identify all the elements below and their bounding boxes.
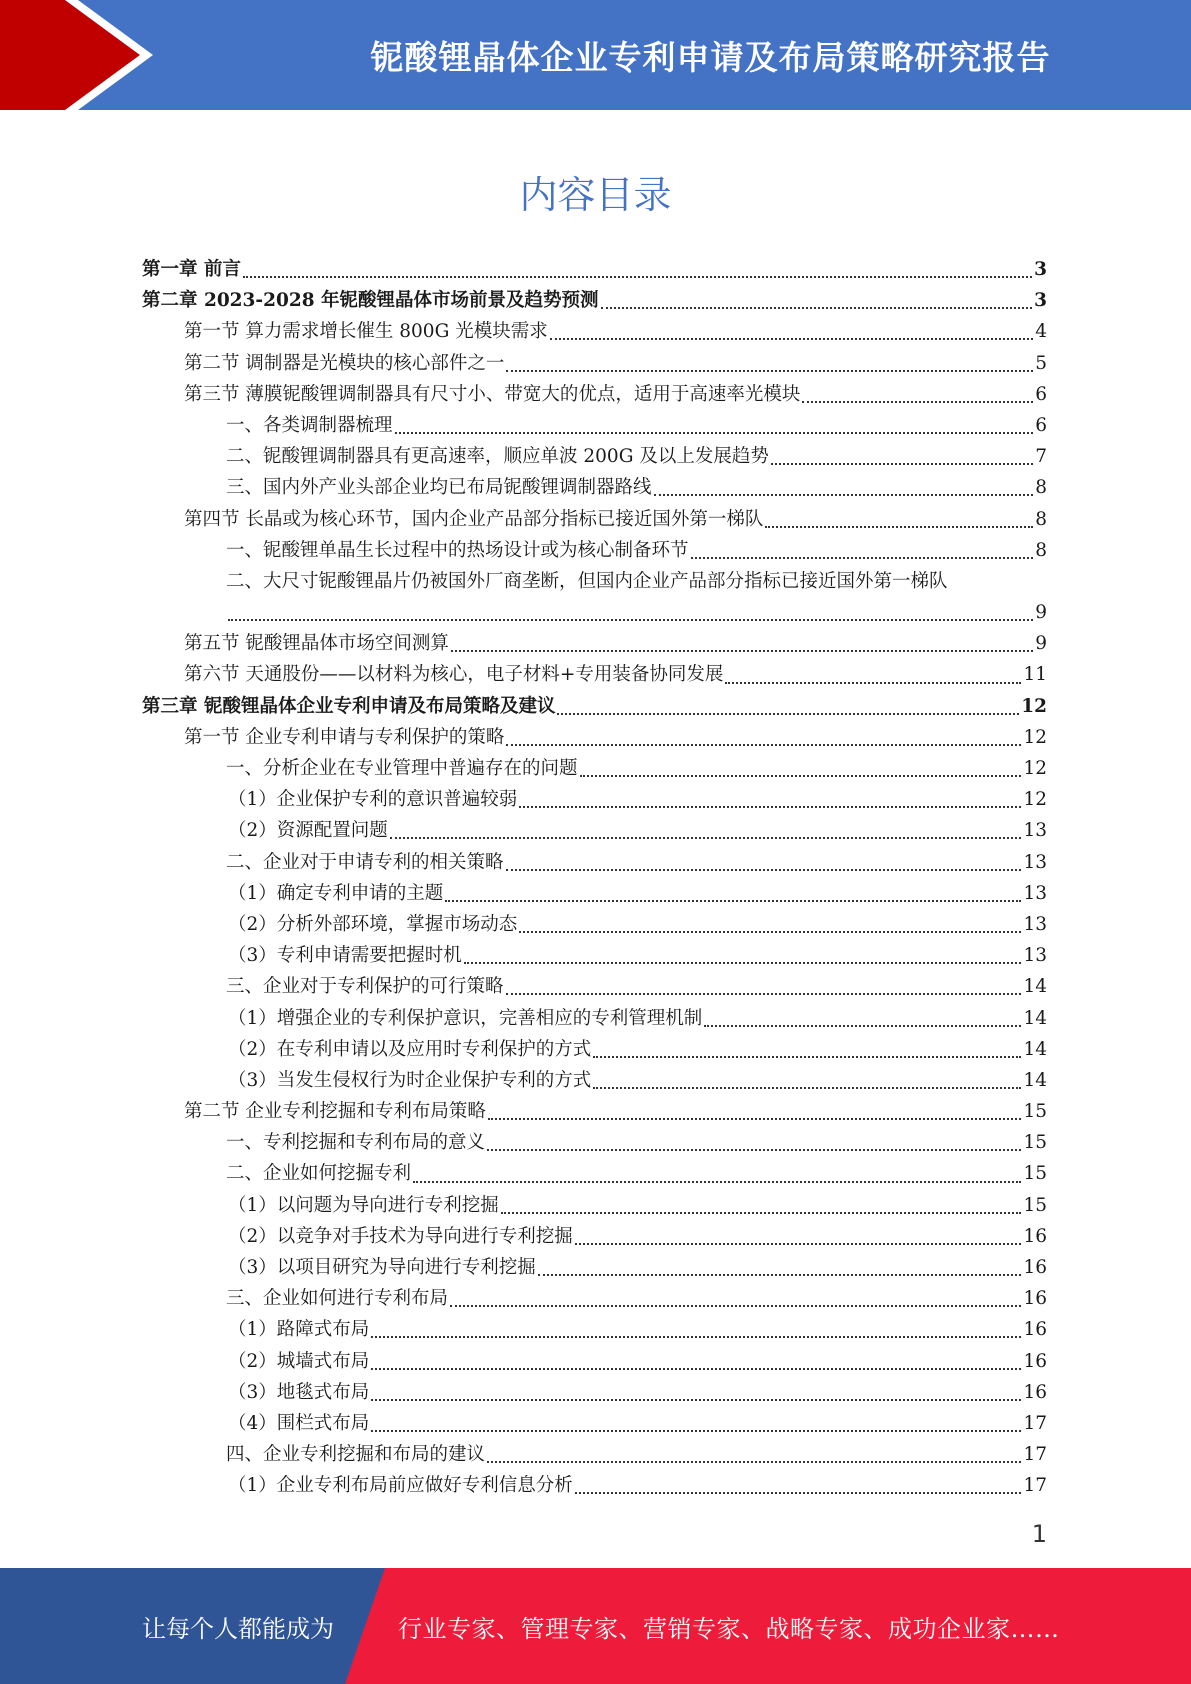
toc-entry-label: 第一章 前言: [142, 259, 241, 280]
table-of-contents: [142, 254, 1047, 1502]
toc-entry[interactable]: [142, 1346, 1047, 1377]
toc-entry[interactable]: [142, 1470, 1047, 1501]
toc-dot-leader: [413, 1180, 1021, 1183]
toc-entry[interactable]: [142, 971, 1047, 1002]
footer-band: [0, 1568, 1191, 1684]
toc-entry[interactable]: [142, 1408, 1047, 1439]
toc-entry[interactable]: [142, 1096, 1047, 1127]
toc-entry[interactable]: [142, 254, 1047, 285]
toc-dot-leader: [487, 1148, 1021, 1151]
toc-entry-label: （3）当发生侵权行为时企业保护专利的方式: [228, 1069, 592, 1091]
toc-dot-leader: [725, 681, 1021, 684]
toc-entry[interactable]: [142, 597, 1047, 628]
toc-entry-label: 一、铌酸锂单晶生长过程中的热场设计或为核心制备环节: [226, 539, 689, 561]
toc-dot-leader: [654, 493, 1034, 496]
toc-entry-page: 15: [1023, 1194, 1047, 1216]
toc-entry-page: 13: [1023, 882, 1047, 904]
toc-dot-leader: [450, 1304, 1021, 1307]
toc-entry[interactable]: [142, 784, 1047, 815]
toc-entry-label: （2）城墙式布局: [228, 1350, 370, 1372]
toc-entry-page: 14: [1023, 1038, 1047, 1060]
toc-entry-label: 一、各类调制器梳理: [226, 414, 393, 436]
footer-slogan-left: 让每个人都能成为: [142, 1614, 334, 1643]
toc-entry[interactable]: [142, 1190, 1047, 1221]
toc-entry-page: 5: [1035, 352, 1047, 374]
toc-entry[interactable]: [142, 410, 1047, 441]
toc-entry-page: 15: [1023, 1132, 1047, 1154]
toc-entry-label: （1）增强企业的专利保护意识，完善相应的专利管理机制: [228, 1007, 703, 1029]
toc-entry-page: 16: [1023, 1319, 1047, 1341]
toc-entry-page: 8: [1035, 508, 1047, 530]
toc-entry-label: （2）以竞争对手技术为导向进行专利挖掘: [228, 1225, 573, 1247]
toc-entry[interactable]: [142, 316, 1047, 347]
toc-entry[interactable]: [142, 878, 1047, 909]
toc-entry-label: 第一节 算力需求增长催生 800G 光模块需求: [184, 321, 548, 343]
toc-entry-page: 15: [1023, 1101, 1047, 1123]
toc-entry-label: 第三节 薄膜铌酸锂调制器具有尺寸小、带宽大的优点，适用于高速率光模块: [184, 383, 801, 405]
toc-entry[interactable]: [142, 285, 1047, 316]
toc-entry-page: 15: [1023, 1163, 1047, 1185]
toc-dot-leader: [371, 1398, 1021, 1401]
toc-entry-label: （2）在专利申请以及应用时专利保护的方式: [228, 1038, 592, 1060]
toc-entry-label: （2）资源配置问题: [228, 820, 388, 842]
toc-dot-leader: [395, 431, 1034, 434]
toc-entry[interactable]: [142, 379, 1047, 410]
toc-dot-leader: [464, 961, 1022, 964]
toc-entry[interactable]: [142, 1221, 1047, 1252]
toc-entry-page: 16: [1023, 1350, 1047, 1372]
toc-entry-label: 一、专利挖掘和专利布局的意义: [226, 1132, 486, 1154]
toc-entry-page: 7: [1035, 446, 1047, 468]
toc-entry-label: （1）以问题为导向进行专利挖掘: [228, 1194, 499, 1216]
toc-entry-page: 17: [1023, 1475, 1047, 1497]
toc-entry-label: （3）地毯式布局: [228, 1381, 370, 1403]
toc-entry-page: 6: [1035, 383, 1047, 405]
toc-entry-page: 8: [1035, 477, 1047, 499]
toc-dot-leader: [228, 618, 1033, 621]
toc-dot-leader: [765, 525, 1033, 528]
toc-entry-page: 14: [1023, 976, 1047, 998]
toc-entry-page: 16: [1023, 1288, 1047, 1310]
toc-entry-label: 三、企业对于专利保护的可行策略: [226, 976, 504, 998]
toc-entry-label: 第二节 企业专利挖掘和专利布局策略: [184, 1101, 486, 1123]
toc-dot-leader: [557, 712, 1019, 715]
toc-dot-leader: [802, 400, 1033, 403]
toc-entry-label: （1）企业专利布局前应做好专利信息分析: [228, 1475, 573, 1497]
toc-entry-page: 16: [1023, 1225, 1047, 1247]
toc-entry-page: 8: [1035, 539, 1047, 561]
toc-entry[interactable]: [142, 1283, 1047, 1314]
toc-entry-page: 3: [1034, 290, 1047, 312]
toc-entry-page: 14: [1023, 1069, 1047, 1091]
toc-dot-leader: [371, 1367, 1021, 1370]
toc-entry-label: 二、企业对于申请专利的相关策略: [226, 851, 504, 873]
toc-entry[interactable]: [142, 535, 1047, 566]
toc-entry[interactable]: [142, 348, 1047, 379]
toc-entry[interactable]: [142, 1065, 1047, 1096]
toc-dot-leader: [601, 306, 1033, 309]
toc-heading: 内容目录: [519, 173, 672, 217]
toc-entry[interactable]: [142, 1158, 1047, 1189]
toc-dot-leader: [445, 899, 1021, 902]
toc-dot-leader: [501, 1211, 1022, 1214]
toc-dot-leader: [371, 1335, 1021, 1338]
toc-entry-page: 6: [1035, 414, 1047, 436]
toc-entry-page: 16: [1023, 1257, 1047, 1278]
toc-dot-leader: [593, 1086, 1021, 1089]
toc-entry[interactable]: [142, 1252, 1047, 1283]
toc-dot-leader: [519, 930, 1021, 933]
toc-dot-leader: [506, 868, 1022, 871]
toc-entry-label: 第一节 企业专利申请与专利保护的策略: [184, 726, 505, 748]
toc-dot-leader: [506, 992, 1022, 995]
toc-entry-page: 17: [1023, 1444, 1047, 1466]
header-arrow-icon: [0, 0, 160, 110]
toc-entry-label: 二、企业如何挖掘专利: [226, 1163, 412, 1185]
toc-entry-label: 三、企业如何进行专利布局: [226, 1288, 449, 1310]
toc-entry[interactable]: [142, 847, 1047, 878]
toc-entry[interactable]: [142, 441, 1047, 472]
toc-dot-leader: [538, 1273, 1022, 1276]
toc-entry-page: 11: [1023, 664, 1047, 686]
toc-entry[interactable]: [142, 659, 1047, 690]
toc-entry[interactable]: [142, 1127, 1047, 1158]
toc-entry-label: 二、铌酸锂调制器具有更高速率，顺应单波 200G 及以上发展趋势: [226, 446, 769, 468]
toc-entry-label: （1）企业保护专利的意识普遍较弱: [228, 789, 518, 811]
toc-entry-page: 4: [1035, 321, 1047, 343]
toc-entry[interactable]: [142, 472, 1047, 503]
toc-entry[interactable]: [142, 815, 1047, 846]
toc-entry[interactable]: [142, 753, 1047, 784]
toc-entry-page: 9: [1035, 602, 1047, 624]
toc-dot-leader: [487, 1460, 1021, 1463]
toc-entry-page: 3: [1034, 259, 1047, 280]
toc-dot-leader: [506, 369, 1033, 372]
toc-entry[interactable]: [142, 1314, 1047, 1345]
toc-dot-leader: [390, 836, 1022, 839]
footer-slogan-right: 行业专家、管理专家、营销专家、战略专家、成功企业家……: [398, 1614, 1060, 1643]
toc-entry-page: 12: [1021, 695, 1047, 717]
toc-dot-leader: [593, 1055, 1021, 1058]
report-title: 铌酸锂晶体企业专利申请及布局策略研究报告: [370, 37, 1051, 77]
toc-entry[interactable]: [142, 1377, 1047, 1408]
toc-entry[interactable]: [142, 940, 1047, 971]
toc-entry[interactable]: [142, 1003, 1047, 1034]
toc-entry-page: 12: [1023, 758, 1047, 779]
toc-entry-label: （1）确定专利申请的主题: [228, 882, 444, 904]
toc-entry-page: 13: [1023, 913, 1047, 935]
toc-dot-leader: [550, 337, 1033, 340]
toc-dot-leader: [575, 1491, 1022, 1494]
toc-entry-page: 14: [1023, 1007, 1047, 1029]
toc-dot-leader: [704, 1024, 1021, 1027]
toc-entry-label: 第六节 天通股份——以材料为核心，电子材料+专用装备协同发展: [184, 664, 724, 686]
toc-dot-leader: [575, 1242, 1022, 1245]
toc-entry[interactable]: [142, 1034, 1047, 1065]
toc-dot-leader: [488, 1117, 1022, 1120]
toc-entry[interactable]: [142, 1439, 1047, 1470]
toc-entry-page: 13: [1023, 945, 1047, 967]
toc-entry-label: （3）以项目研究为导向进行专利挖掘: [228, 1257, 536, 1278]
toc-entry-label: （1）路障式布局: [228, 1319, 370, 1341]
toc-entry[interactable]: [142, 504, 1047, 535]
toc-entry-page: 17: [1023, 1412, 1047, 1434]
header-band: [0, 0, 1191, 110]
toc-entry-label: 三、国内外产业头部企业均已布局铌酸锂调制器路线: [226, 477, 652, 499]
toc-entry-page: 16: [1023, 1381, 1047, 1403]
toc-entry-label: （2）分析外部环境，掌握市场动态: [228, 913, 518, 935]
toc-dot-leader: [506, 743, 1021, 746]
toc-entry[interactable]: [142, 722, 1047, 753]
toc-entry-label: 四、企业专利挖掘和布局的建议: [226, 1444, 486, 1466]
toc-entry-label: （4）围栏式布局: [228, 1412, 370, 1434]
toc-entry-label: 一、分析企业在专业管理中普遍存在的问题: [226, 758, 578, 779]
toc-dot-leader: [691, 556, 1034, 559]
page-number: 1: [1031, 1520, 1047, 1548]
toc-dot-leader: [243, 275, 1032, 278]
toc-dot-leader: [771, 462, 1033, 465]
toc-entry-page: 9: [1035, 633, 1047, 655]
toc-entry-label: 第四节 长晶或为核心环节，国内企业产品部分指标已接近国外第一梯队: [184, 508, 764, 530]
toc-entry[interactable]: [142, 628, 1047, 659]
toc-entry-label: 第五节 铌酸锂晶体市场空间测算: [184, 633, 449, 655]
toc-entry-page: 13: [1023, 851, 1047, 873]
toc-entry[interactable]: [142, 909, 1047, 940]
toc-entry-label: 第二节 调制器是光模块的核心部件之一: [184, 352, 505, 374]
toc-entry-label: 第三章 铌酸锂晶体企业专利申请及布局策略及建议: [142, 695, 556, 717]
toc-entry[interactable]: [142, 566, 1047, 597]
toc-dot-leader: [519, 805, 1021, 808]
toc-dot-leader: [580, 774, 1022, 777]
toc-entry-label: 二、大尺寸铌酸锂晶片仍被国外厂商垄断，但国内企业产品部分指标已接近国外第一梯队: [226, 570, 948, 592]
toc-dot-leader: [451, 649, 1033, 652]
toc-entry-page: 12: [1023, 789, 1047, 811]
toc-entry[interactable]: [142, 691, 1047, 722]
toc-dot-leader: [371, 1429, 1021, 1432]
toc-entry-label: 第二章 2023-2028 年铌酸锂晶体市场前景及趋势预测: [142, 290, 599, 312]
toc-entry-label: （3）专利申请需要把握时机: [228, 945, 462, 967]
toc-entry-page: 13: [1023, 820, 1047, 842]
toc-entry-page: 12: [1023, 726, 1047, 748]
